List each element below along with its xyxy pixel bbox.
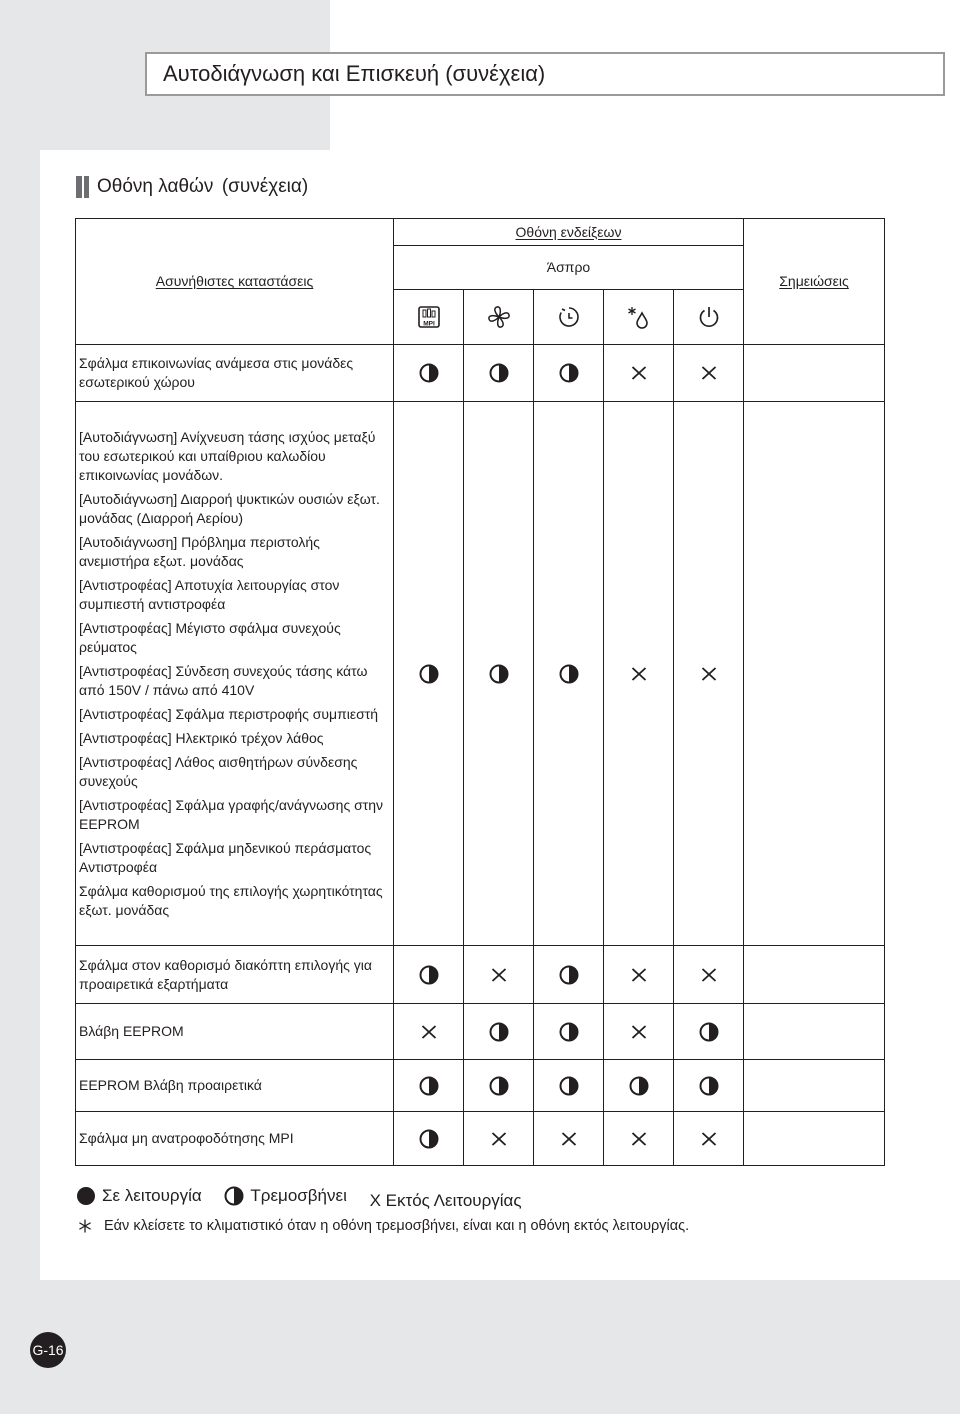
blink-icon bbox=[224, 1186, 244, 1206]
condition-cell bbox=[76, 402, 394, 946]
indicator-cell bbox=[464, 946, 534, 1004]
off-icon bbox=[629, 965, 649, 985]
header-notes-label: Σημειώσεις bbox=[779, 273, 849, 289]
indicator-cell bbox=[534, 402, 604, 946]
blink-icon bbox=[489, 363, 509, 383]
off-icon bbox=[559, 1129, 579, 1149]
blink-icon bbox=[559, 1076, 579, 1096]
power-icon bbox=[697, 305, 721, 329]
off-icon bbox=[629, 1129, 649, 1149]
indicator-cell bbox=[534, 1004, 604, 1060]
indicator-cell bbox=[604, 1004, 674, 1060]
indicator-cell bbox=[534, 1060, 604, 1112]
blink-icon bbox=[559, 363, 579, 383]
off-icon bbox=[699, 1129, 719, 1149]
off-icon bbox=[489, 1129, 509, 1149]
table-row bbox=[76, 1004, 885, 1060]
indicator-cell bbox=[464, 1060, 534, 1112]
condition-text: Σφάλμα στον καθορισμό διακόπτη επιλογής για προαιρετικά εξαρτήματα bbox=[79, 956, 372, 992]
indicator-cell bbox=[394, 1060, 464, 1112]
footnote bbox=[78, 1218, 689, 1234]
indicator-cell bbox=[534, 345, 604, 402]
legend-blink-label: Τρεμοσβήνει bbox=[250, 1186, 347, 1205]
header-mpi bbox=[394, 290, 464, 345]
header-fan bbox=[464, 290, 534, 345]
condition-text: [Αυτοδιάγνωση] Διαρροή ψυκτικών ουσιών εξωτ. μονάδας (Διαρροή Αερίου) bbox=[79, 490, 380, 526]
blink-icon bbox=[559, 664, 579, 684]
section-marker bbox=[76, 176, 82, 198]
page-number bbox=[30, 1332, 66, 1368]
table-row bbox=[76, 345, 885, 402]
header-white-label: Άσπρο bbox=[546, 259, 591, 275]
section-subtitle: (συνέχεια) bbox=[221, 176, 309, 197]
footnote-text: Εάν κλείσετε το κλιματιστικό όταν η οθόνη τρεμοσβήνει, είναι και η οθόνη εκτός λειτουργίας. bbox=[104, 1218, 690, 1234]
condition-cell bbox=[76, 345, 394, 402]
header-conditions-label: Ασυνήθιστες καταστάσεις bbox=[155, 273, 314, 289]
indicator-cell bbox=[604, 946, 674, 1004]
header-white bbox=[394, 246, 744, 290]
blink-icon bbox=[629, 1076, 649, 1096]
indicator-cell bbox=[604, 1060, 674, 1112]
header-timer bbox=[534, 290, 604, 345]
indicator-cell bbox=[394, 1112, 464, 1166]
condition-text: Σφάλμα μη ανατροφοδότησης MPI bbox=[79, 1130, 294, 1146]
table-row bbox=[76, 402, 885, 946]
table-row bbox=[76, 1060, 885, 1112]
indicator-cell bbox=[674, 1060, 744, 1112]
condition-text: [Αντιστροφέας] Σφάλμα μηδενικού περάσματος Αντιστροφέα bbox=[79, 839, 372, 875]
legend-off bbox=[370, 1191, 522, 1211]
condition-text: [Αντιστροφέας] Μέγιστο σφάλμα συνεχούς ρεύματος bbox=[79, 619, 341, 655]
indicator-cell bbox=[674, 1112, 744, 1166]
header-display bbox=[394, 219, 744, 246]
off-icon bbox=[699, 664, 719, 684]
condition-text: [Αντιστροφέας] Σφάλμα γραφής/ανάγνωσης στην EEPROM bbox=[79, 796, 384, 832]
page-number-label: G-16 bbox=[32, 1342, 64, 1358]
indicator-cell bbox=[464, 1004, 534, 1060]
blink-icon bbox=[559, 1022, 579, 1042]
header-defrost bbox=[604, 290, 674, 345]
blink-icon bbox=[419, 1129, 439, 1149]
table-row bbox=[76, 1112, 885, 1166]
blink-icon bbox=[489, 664, 509, 684]
notes-cell bbox=[744, 1112, 885, 1166]
blink-icon bbox=[489, 1022, 509, 1042]
table-row bbox=[76, 946, 885, 1004]
indicator-cell bbox=[604, 1112, 674, 1166]
indicator-cell bbox=[464, 1112, 534, 1166]
notes-cell bbox=[744, 946, 885, 1004]
blink-icon bbox=[419, 1076, 439, 1096]
indicator-cell bbox=[534, 1112, 604, 1166]
svg-text:MPI: MPI bbox=[422, 320, 435, 328]
section-heading bbox=[76, 176, 308, 204]
indicator-cell bbox=[674, 1004, 744, 1060]
error-table bbox=[75, 218, 885, 1166]
off-icon bbox=[699, 363, 719, 383]
condition-text: [Αντιστροφέας] Αποτυχία λειτουργίας στον συμπιεστή αντιστροφέα bbox=[79, 576, 340, 612]
off-icon bbox=[489, 965, 509, 985]
blink-icon bbox=[419, 363, 439, 383]
off-icon bbox=[629, 664, 649, 684]
notes-cell bbox=[744, 1004, 885, 1060]
legend-on bbox=[76, 1186, 202, 1206]
defrost-icon bbox=[627, 305, 651, 329]
fan-icon bbox=[487, 305, 511, 329]
blink-icon bbox=[559, 965, 579, 985]
condition-text: [Αυτοδιάγνωση] Πρόβλημα περιστολής ανεμιστήρα εξωτ. μονάδας bbox=[79, 533, 320, 569]
off-icon bbox=[629, 1022, 649, 1042]
condition-text: [Αντιστροφέας] Σφάλμα περιστροφής συμπιεστή bbox=[79, 705, 379, 722]
legend-on-label: Σε λειτουργία bbox=[102, 1186, 202, 1205]
indicator-cell bbox=[394, 946, 464, 1004]
condition-text: Σφάλμα καθορισμού της επιλογής χωρητικότητας εξωτ. μονάδας bbox=[79, 882, 383, 918]
page-margin-bottom bbox=[40, 1280, 960, 1414]
off-icon bbox=[419, 1022, 439, 1042]
condition-text: EEPROM Βλάβη προαιρετικά bbox=[79, 1077, 262, 1093]
blink-icon bbox=[699, 1022, 719, 1042]
mpi-icon bbox=[417, 305, 441, 329]
page-title: Αυτοδιάγνωση και Επισκευή (συνέχεια) bbox=[163, 61, 546, 86]
indicator-cell bbox=[394, 1004, 464, 1060]
legend-off-label: X Εκτός Λειτουργίας bbox=[369, 1191, 522, 1210]
indicator-cell bbox=[534, 946, 604, 1004]
header-power bbox=[674, 290, 744, 345]
legend-blink bbox=[224, 1186, 346, 1206]
condition-text: Βλάβη EEPROM bbox=[79, 1023, 184, 1039]
indicator-cell bbox=[674, 946, 744, 1004]
condition-cell bbox=[76, 1112, 394, 1166]
indicator-cell bbox=[394, 345, 464, 402]
header-notes bbox=[744, 219, 885, 345]
condition-cell bbox=[76, 1004, 394, 1060]
timer-icon bbox=[557, 305, 581, 329]
condition-text: [Αντιστροφέας] Ηλεκτρικό τρέχον λάθος bbox=[79, 729, 324, 746]
indicator-cell bbox=[394, 402, 464, 946]
indicator-cell bbox=[604, 345, 674, 402]
snowflake-icon bbox=[78, 1219, 92, 1233]
blink-icon bbox=[419, 965, 439, 985]
condition-text: [Αντιστροφέας] Λάθος αισθητήρων σύνδεσης συνεχούς bbox=[79, 753, 358, 789]
condition-cell bbox=[76, 1060, 394, 1112]
section-title: Οθόνη λαθών bbox=[97, 176, 214, 197]
off-icon bbox=[699, 965, 719, 985]
notes-cell bbox=[744, 1060, 885, 1112]
on-icon bbox=[76, 1186, 96, 1206]
blink-icon bbox=[489, 1076, 509, 1096]
page-header bbox=[145, 52, 945, 96]
notes-cell bbox=[744, 402, 885, 946]
page-margin-left bbox=[0, 0, 40, 1414]
section-marker bbox=[84, 176, 89, 198]
condition-text: [Αντιστροφέας] Σύνδεση συνεχούς τάσης κάτω από 150V / πάνω από 410V bbox=[79, 662, 368, 698]
indicator-cell bbox=[674, 402, 744, 946]
indicator-cell bbox=[674, 345, 744, 402]
notes-cell bbox=[744, 345, 885, 402]
header-conditions bbox=[76, 219, 394, 345]
header-display-label: Οθόνη ενδείξεων bbox=[515, 223, 622, 240]
blink-icon bbox=[419, 664, 439, 684]
indicator-cell bbox=[604, 402, 674, 946]
condition-cell bbox=[76, 946, 394, 1004]
legend bbox=[76, 1186, 540, 1211]
condition-text: [Αυτοδιάγνωση] Ανίχνευση τάσης ισχύος μεταξύ του εσωτερικού και υπαίθριου καλωδίου επικοινωνίας μονάδων. bbox=[79, 428, 376, 483]
indicator-cell bbox=[464, 402, 534, 946]
blink-icon bbox=[699, 1076, 719, 1096]
off-icon bbox=[629, 363, 649, 383]
condition-text: Σφάλμα επικοινωνίας ανάμεσα στις μονάδες εσωτερικού χώρου bbox=[79, 355, 354, 390]
indicator-cell bbox=[464, 345, 534, 402]
